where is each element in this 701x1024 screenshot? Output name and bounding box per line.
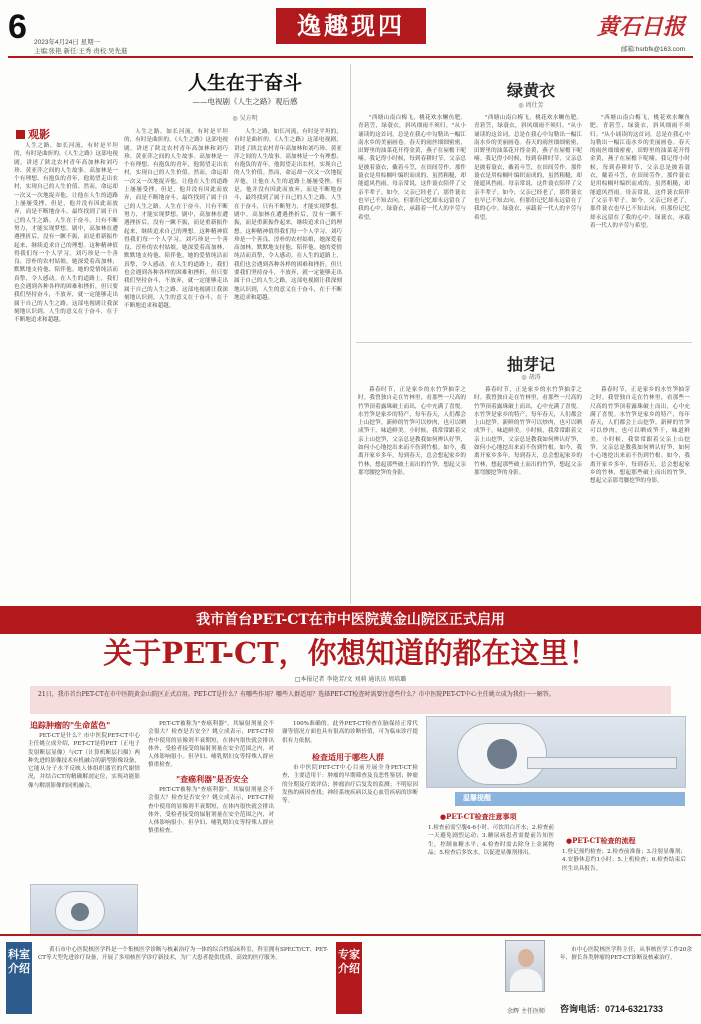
contact-email: 邮箱:hsrbfk@163.com <box>620 46 685 53</box>
pet-col1-heading: 追踪肿瘤的"生命蓝色" <box>30 720 111 730</box>
article-body-col3: 人生之路，如长河流，有时是平坦的，有时是曲折的。《人生之路》这部电视剧，讲述了陕北农村青年高加林和刘巧珍、黄亚萍之间的人生故事。高加林是一个有理想、有抱负的青年，他渴望走出农村，实现自己的人生价值。然而，命运却一次又一次地捉弄他，让他在人生的道路上屡屡受挫。但是，他并没有因此而放弃，而是不断地奋斗，最终找到了属于自己的人生之路。人生在于奋斗，只有不断努力，才能实现梦想。剧中，高加林在遭遇挫折后，没有一蹶不振，而是重新振作起来，继续追求自己的理想。这种精神值得我们每一个人学习。刘巧珍是一个善良、淳朴的农村姑娘，她深爱着高加林，默默地支持他、陪伴他。她的爱情纯洁而真挚，令人感动。在人生的道路上，我们也会遇到各种各样的困难和挫折，但只要我们坚持奋斗，不放弃，就一定能够走出属于自己的人生之路。这部电视剧让我深刻地认识到，人生的意义在于奋斗，在于不断地追求和超越。 <box>234 129 342 301</box>
article3-body-col2: 暮春时节，正是家乡的水竹笋抽芽之时。我曾独自走在竹林里，看那些一尺高的竹笋顶着露珠破土而出，心中充满了喜悦。水竹笋是家乡的特产，每年春天，人们都会上山挖笋。新鲜的竹笋可以炒肉，也可以晒成笋干，味道鲜美。小时候，我常常跟着父亲上山挖笋，父亲总是教我如何辨认好笋，如何小心地挖出来而不伤到竹根。如今，我离开家乡多年，每到春天，总会想起家乡的竹林，想起那些破土而出的竹笋，想起父亲那弯腰挖笋的身影。 <box>474 387 582 476</box>
expert-body: 市中心医院核医学科主任，从事核医学工作20余年，擅长各类肿瘤的PET-CT诊断及核素治疗。 <box>560 947 692 962</box>
header-rule <box>8 56 693 58</box>
pet-top-banner: 我市首台PET-CT在市中医院黄金山院区正式启用 <box>0 606 701 634</box>
scanner-bore <box>487 739 517 769</box>
tip2-heading: ●PET-CT检查的流程 <box>566 836 636 845</box>
article3-body-col1: 暮春时节，正是家乡的水竹笋抽芽之时。我曾独自走在竹林里，看那些一尺高的竹笋顶着露珠破土而出，心中充满了喜悦。水竹笋是家乡的特产，每年春天，人们都会上山挖笋。新鲜的竹笋可以炒肉，也可以晒成笋干，味道鲜美。小时候，我常常跟着父亲上山挖笋，父亲总是教我如何辨认好笋，如何小心地挖出来而不伤到竹根。如今，我离开家乡多年，每到春天，总会想起家乡的竹林，想起那些破土而出的竹笋，想起父亲那弯腰挖笋的身影。 <box>358 387 466 476</box>
page-number: 6 <box>8 8 27 46</box>
pet-col3-body2: 市中医院PET-CT中心目前开展全身PET-CT检查，主要适用于：肿瘤的早期筛查及良恶性鉴别；肿瘤的分期及疗效评估；肿瘤治疗后复发的监测；不明原因发热的病因查找；神经系统疾病以及心血管疾病的诊断等。 <box>282 765 418 805</box>
pet-col2-body: PET-CT被称为"查癌利器"，其辐射剂量会不会很大？检查是否安全？姚立成表示，PET-CT检查中使用的显像剂半衰期短，在体内很快就会排出体外，受检者接受的辐射剂量在安全范围之内，对人体影响很小。但孕妇、哺乳期妇女等特殊人群应慎重检查。 <box>148 787 274 835</box>
expert-avatar <box>505 940 545 992</box>
square-icon <box>16 130 25 139</box>
pet-byline: □本报记者 李艳芳/文 刘莉 通讯员 周培璐 <box>294 676 407 683</box>
issue-date: 2023年4月24日 星期一 <box>34 39 101 46</box>
pet-col3-heading: 检查适用于哪些人群 <box>312 752 384 762</box>
article2-title: 绿黄衣 <box>506 81 555 100</box>
hotline: 咨询电话：0714-6321733 <box>560 1004 664 1014</box>
pet-col3-body: 100%准确的。此外PET-CT检查在脑保持正常代谢等情况方面也具有很高的诊断价值，可为临床诊疗提供有力依据。 <box>282 721 418 744</box>
tip1-heading: ●PET-CT检查注意事项 <box>440 812 517 821</box>
avatar-head <box>518 949 534 967</box>
article2-body-col3: "西塘山南白梅飞，桃花欢水鳜鱼肥。青箬笠，绿蓑衣，斜风细雨不须归。"从小诵读的这首词，总是在我心中勾勒出一幅江南水乡的美丽画卷。春天的雨丝细细密密，田野里的油菜花开得金黄，燕子在屋檐下呢喃。我记得小时候，每到春耕时节，父亲总是披着蓑衣，戴着斗笠，在田间劳作。那件蓑衣是用棕榈叶编织而成的，虽然粗糙，却能遮风挡雨。母亲常说，这件蓑衣陪伴了父亲半辈子。如今，父亲已经老了，那件蓑衣也早已不知去向，但那份记忆却永远留在了我的心中。绿蓑衣，承载着一代人的辛劳与希望。 <box>590 115 690 229</box>
issue-meta <box>34 38 128 56</box>
tip2-body: 1.登记预约检查；2.检查前准备；3.注射显像剂；4.安静休息约1小时；5.上机检查；6.检查结束后医生出具报告。 <box>562 849 686 872</box>
pet-intro: 21日，我市首台PET-CT在市中医院黄金山院区正式启用。PET-CT是什么？有哪些作用？哪些人群适用？选择PET-CT检查时需要注意些什么？市中医院PET-CT中心主任姚立成为我们一一解答。 <box>30 686 671 714</box>
article3-body-col3: 暮春时节，正是家乡的水竹笋抽芽之时。我曾独自走在竹林里，看那些一尺高的竹笋顶着露珠破土而出，心中充满了喜悦。水竹笋是家乡的特产，每年春天，人们都会上山挖笋。新鲜的竹笋可以炒肉，也可以晒成笋干，味道鲜美。小时候，我常常跟着父亲上山挖笋，父亲总是教我如何辨认好笋，如何小心地挖出来而不伤到竹根。如今，我离开家乡多年，每到春天，总会想起家乡的竹林，想起那些破土而出的竹笋，想起父亲那弯腰挖笋的身影。 <box>590 387 690 485</box>
patient-bed <box>527 757 677 769</box>
science-label: 科室介绍 <box>6 942 32 1014</box>
article-body-col2: 人生之路，如长河流，有时是平坦的，有时是曲折的。《人生之路》这部电视剧，讲述了陕北农村青年高加林和刘巧珍、黄亚萍之间的人生故事。高加林是一个有理想、有抱负的青年，他渴望走出农村，实现自己的人生价值。然而，命运却一次又一次地捉弄他，让他在人生的道路上屡屡受挫。但是，他并没有因此而放弃，而是不断地奋斗，最终找到了属于自己的人生之路。人生在于奋斗，只有不断努力，才能实现梦想。剧中，高加林在遭遇挫折后，没有一蹶不振，而是重新振作起来，继续追求自己的理想。这种精神值得我们每一个人学习。刘巧珍是一个善良、淳朴的农村姑娘，她深爱着高加林，默默地支持他、陪伴他。她的爱情纯洁而真挚，令人感动。在人生的道路上，我们也会遇到各种各样的困难和挫折，但只要我们坚持奋斗，不放弃，就一定能够走出属于自己的人生之路。这部电视剧让我深刻地认识到，人生的意义在于奋斗，在于不断地追求和超越。 <box>124 129 228 310</box>
pet-title: 关于PET-CT，你想知道的都在这里！ <box>103 636 598 670</box>
article3-title: 抽芽记 <box>506 355 555 374</box>
section-title: 逸趣现四 <box>276 8 426 44</box>
expert-label: 专家介绍 <box>336 942 362 1014</box>
article-author: ◎ 吴方明 <box>232 115 258 122</box>
article-title: 人生在于奋斗 <box>187 72 302 94</box>
science-body: 黄石市中心医院核医学科是一个集核医学诊断与核素治疗为一体的综合性临床科室，科室拥有SPECT/CT、PET-CT等大型先进诊疗设备，开展了多项核医学诊疗新技术，为广大患者提供优质、高效的医疗服务。 <box>38 947 328 962</box>
expert-name: 余辉 主任医师 <box>507 1008 545 1015</box>
warm-tip-bar: 温馨提醒 <box>455 792 685 806</box>
avatar-body <box>510 969 542 992</box>
article2-body-col1: "西塘山南白梅飞，桃花欢水鳜鱼肥。青箬笠，绿蓑衣，斜风细雨不须归。"从小诵读的这首词，总是在我心中勾勒出一幅江南水乡的美丽画卷。春天的雨丝细细密密，田野里的油菜花开得金黄，燕子在屋檐下呢喃。我记得小时候，每到春耕时节，父亲总是披着蓑衣，戴着斗笠，在田间劳作。那件蓑衣是用棕榈叶编织而成的，虽然粗糙，却能遮风挡雨。母亲常说，这件蓑衣陪伴了父亲半辈子。如今，父亲已经老了，那件蓑衣也早已不知去向，但那份记忆却永远留在了我的心中。绿蓑衣，承载着一代人的辛劳与希望。 <box>358 115 466 221</box>
pet-col2-body-top: PET-CT被称为"查癌利器"，其辐射剂量会不会很大？检查是否安全？姚立成表示，PET-CT检查中使用的显像剂半衰期短，在体内很快就会排出体外，受检者接受的辐射剂量在安全范围之内，对人体影响很小。但孕妇、哺乳期妇女等特殊人群应慎重检查。 <box>148 721 274 769</box>
scanner-bore <box>71 903 89 921</box>
tag-label: 观影 <box>28 129 50 141</box>
page-header <box>0 0 701 62</box>
pet-small-photo <box>30 884 138 936</box>
article2-author: ◎ 周仕芳 <box>518 102 544 109</box>
article3-author: ◎ 胡涛 <box>521 374 541 381</box>
guanying-tag <box>16 126 50 142</box>
column-divider <box>350 64 351 604</box>
pet-large-photo <box>426 716 686 788</box>
pet-col1-body: PET-CT是什么？市中医院PET-CT中心主任姚立成介绍，PET-CT是将PET（正电子发射断层显像）与CT（计算机断层扫描）两种先进的影像技术有机融合的新型影像设备，它能从分子水平反映人体组织器官的代谢情况，并结合CT的精确解剖定位，实现功能影像与解剖影像的同机融合。 <box>28 733 140 789</box>
section-divider <box>356 342 692 343</box>
pet-col2-heading: "查癌利器"是否安全 <box>176 774 249 784</box>
editors: 主编:张艳 新任:王秀 责校:吴先進 <box>34 48 128 55</box>
newspaper-logo: 黄石日报 <box>596 14 685 40</box>
article2-body-col2: "西塘山南白梅飞，桃花欢水鳜鱼肥。青箬笠，绿蓑衣，斜风细雨不须归。"从小诵读的这首词，总是在我心中勾勒出一幅江南水乡的美丽画卷。春天的雨丝细细密密，田野里的油菜花开得金黄，燕子在屋檐下呢喃。我记得小时候，每到春耕时节，父亲总是披着蓑衣，戴着斗笠，在田间劳作。那件蓑衣是用棕榈叶编织而成的，虽然粗糙，却能遮风挡雨。母亲常说，这件蓑衣陪伴了父亲半辈子。如今，父亲已经老了，那件蓑衣也早已不知去向，但那份记忆却永远留在了我的心中。绿蓑衣，承载着一代人的辛劳与希望。 <box>474 115 582 221</box>
tip1-body: 1.检查前需空腹4-6小时，可饮用白开水；2.检查前一天避免剧烈运动；3.糖尿病患者需提前告知医生，控制血糖水平；4.检查时需去除身上金属物品；5.检查后多饮水，以促进显像剂排出。 <box>428 825 554 856</box>
article-body-col1: 人生之路，如长河流，有时是平坦的，有时是曲折的。《人生之路》这部电视剧，讲述了陕北农村青年高加林和刘巧珍、黄亚萍之间的人生故事。高加林是一个有理想、有抱负的青年，他渴望走出农村，实现自己的人生价值。然而，命运却一次又一次地捉弄他，让他在人生的道路上屡屡受挫。但是，他并没有因此而放弃，而是不断地奋斗，最终找到了属于自己的人生之路。人生在于奋斗，只有不断努力，才能实现梦想。剧中，高加林在遭遇挫折后，没有一蹶不振，而是重新振作起来，继续追求自己的理想。这种精神值得我们每一个人学习。刘巧珍是一个善良、淳朴的农村姑娘，她深爱着高加林，默默地支持他、陪伴他。她的爱情纯洁而真挚，令人感动。在人生的道路上，我们也会遇到各种各样的困难和挫折，但只要我们坚持奋斗，不放弃，就一定能够走出属于自己的人生之路。这部电视剧让我深刻地认识到，人生的意义在于奋斗，在于不断地追求和超越。 <box>14 143 118 324</box>
article-subtitle: ——电视剧《人生之路》观后感 <box>192 97 298 106</box>
